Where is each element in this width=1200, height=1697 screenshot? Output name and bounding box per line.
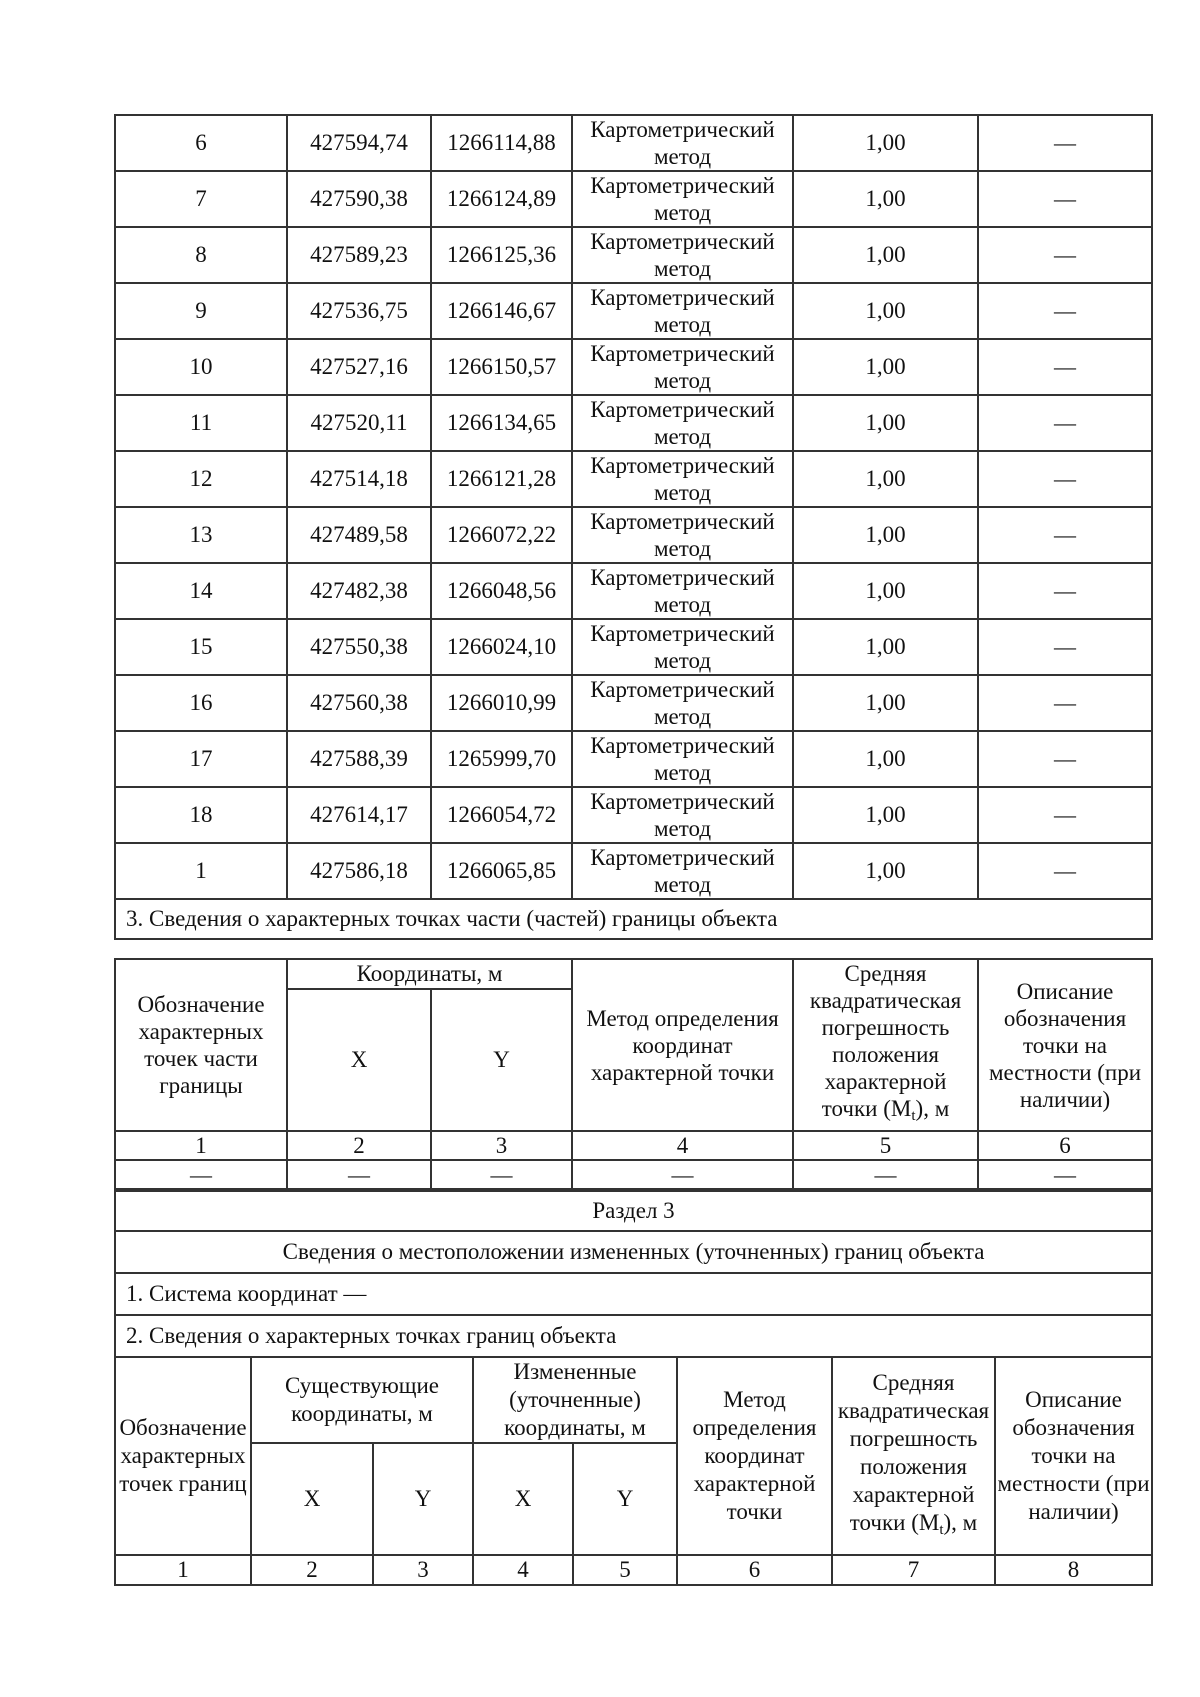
cell-description: — [978,171,1152,227]
cell-method: Картометрический метод [572,227,793,283]
cell-description: — [978,619,1152,675]
cell-method: Картометрический метод [572,843,793,899]
cell-method: Картометрический метод [572,787,793,843]
cell-method: Картометрический метод [572,731,793,787]
cell-mean-error: 1,00 [793,451,978,507]
cell-point-number: 16 [115,675,287,731]
cell-point-number: 12 [115,451,287,507]
table-row [115,115,1152,171]
cell-description: — [978,731,1152,787]
header-method: Метод определения координат характерной точки [677,1357,832,1555]
cell-coord-y: 1265999,70 [431,731,572,787]
header-mean-error [793,959,978,1131]
column-number: 1 [115,1131,287,1160]
column-number: 8 [995,1555,1152,1585]
header-method: Метод определения координат характерной точки [572,959,793,1131]
section3-table [114,1190,1153,1586]
cell-method: Картометрический метод [572,507,793,563]
table-row [115,731,1152,787]
cell-mean-error: 1,00 [793,675,978,731]
empty-cell: — [115,1160,287,1189]
cell-coord-y: 1266048,56 [431,563,572,619]
table-row [115,283,1152,339]
header-changed-coordinates: Измененные (уточненные) координаты, м [473,1357,677,1443]
cell-mean-error: 1,00 [793,339,978,395]
cell-description: — [978,283,1152,339]
table-row [115,451,1152,507]
cell-coord-y: 1266124,89 [431,171,572,227]
column-number: 5 [793,1131,978,1160]
cell-coord-x: 427589,23 [287,227,431,283]
section3-title: Раздел 3 [115,1191,1152,1231]
table-row [115,339,1152,395]
table-row [115,675,1152,731]
column-number: 6 [677,1555,832,1585]
cell-description: — [978,563,1152,619]
cell-mean-error: 1,00 [793,731,978,787]
empty-cell: — [287,1160,431,1189]
header-coordinates: Координаты, м [287,959,572,989]
table-row [115,227,1152,283]
cell-coord-y: 1266065,85 [431,843,572,899]
cell-method: Картометрический метод [572,283,793,339]
header-description: Описание обозначения точки на местности (при наличии) [995,1357,1152,1555]
cell-description: — [978,115,1152,171]
header-existing-x: X [251,1443,373,1555]
cell-point-number: 1 [115,843,287,899]
cell-method: Картометрический метод [572,395,793,451]
cell-coord-y: 1266072,22 [431,507,572,563]
cell-coord-y: 1266121,28 [431,451,572,507]
part-boundary-points-table [114,958,1153,1190]
cell-mean-error: 1,00 [793,171,978,227]
cell-mean-error: 1,00 [793,395,978,451]
cell-coord-y: 1266134,65 [431,395,572,451]
cell-coord-x: 427520,11 [287,395,431,451]
cell-coord-x: 427514,18 [287,451,431,507]
cell-coord-y: 1266054,72 [431,787,572,843]
header-changed-x: X [473,1443,573,1555]
header-mean-error-unit: ), м [915,1096,950,1121]
header-designation: Обозначение характерных точек границ [115,1357,251,1555]
header-designation: Обозначение характерных точек части границы [115,959,287,1131]
table-row [115,563,1152,619]
cell-description: — [978,675,1152,731]
table-row [115,787,1152,843]
cell-description: — [978,227,1152,283]
header-mean-error-subscript: t [939,1521,944,1538]
cell-mean-error: 1,00 [793,283,978,339]
cell-point-number: 14 [115,563,287,619]
column-number: 2 [287,1131,431,1160]
empty-cell: — [572,1160,793,1189]
cell-method: Картометрический метод [572,115,793,171]
column-number: 1 [115,1555,251,1585]
cell-point-number: 13 [115,507,287,563]
column-number: 6 [978,1131,1152,1160]
cell-description: — [978,843,1152,899]
cell-point-number: 10 [115,339,287,395]
header-description: Описание обозначения точки на местности (при наличии) [978,959,1152,1131]
cell-description: — [978,451,1152,507]
table-row [115,507,1152,563]
cell-mean-error: 1,00 [793,563,978,619]
cell-coord-y: 1266146,67 [431,283,572,339]
points-coordinates-table [114,114,1153,940]
cell-point-number: 6 [115,115,287,171]
cell-coord-x: 427614,17 [287,787,431,843]
cell-coord-x: 427588,39 [287,731,431,787]
header-mean-error [832,1357,995,1555]
cell-method: Картометрический метод [572,451,793,507]
cell-coord-x: 427590,38 [287,171,431,227]
cell-coord-x: 427536,75 [287,283,431,339]
cell-point-number: 18 [115,787,287,843]
cell-description: — [978,507,1152,563]
table-row [115,619,1152,675]
cell-coord-x: 427482,38 [287,563,431,619]
header-existing-coordinates: Существующие координаты, м [251,1357,473,1443]
column-number: 7 [832,1555,995,1585]
header-x: X [287,989,431,1131]
column-number: 4 [572,1131,793,1160]
cell-point-number: 9 [115,283,287,339]
cell-coord-y: 1266150,57 [431,339,572,395]
column-number: 5 [573,1555,677,1585]
cell-point-number: 11 [115,395,287,451]
column-number: 3 [431,1131,572,1160]
header-changed-y: Y [573,1443,677,1555]
cell-description: — [978,395,1152,451]
section3-subtitle: Сведения о местоположении измененных (уточненных) границ объекта [115,1231,1152,1273]
cell-coord-x: 427594,74 [287,115,431,171]
header-mean-error-unit: ), м [943,1509,978,1535]
table-row [115,171,1152,227]
boundary-points-heading: 2. Сведения о характерных точках границ объекта [115,1315,1152,1357]
cell-mean-error: 1,00 [793,787,978,843]
cell-method: Картометрический метод [572,171,793,227]
cell-point-number: 7 [115,171,287,227]
cell-coord-x: 427489,58 [287,507,431,563]
column-number: 2 [251,1555,373,1585]
cell-coord-y: 1266114,88 [431,115,572,171]
cell-point-number: 8 [115,227,287,283]
section-heading-part-points: 3. Сведения о характерных точках части (частей) границы объекта [115,899,1152,939]
cell-mean-error: 1,00 [793,227,978,283]
cell-method: Картометрический метод [572,675,793,731]
header-existing-y: Y [373,1443,473,1555]
empty-cell: — [978,1160,1152,1189]
cell-coord-y: 1266010,99 [431,675,572,731]
cell-mean-error: 1,00 [793,619,978,675]
cell-mean-error: 1,00 [793,115,978,171]
cell-method: Картометрический метод [572,563,793,619]
cell-coord-y: 1266125,36 [431,227,572,283]
header-mean-error-subscript: t [911,1108,916,1124]
cell-coord-x: 427586,18 [287,843,431,899]
cell-description: — [978,339,1152,395]
column-number: 4 [473,1555,573,1585]
coordinate-system-line: 1. Система координат — [115,1273,1152,1315]
header-mean-error-text: Средняя квадратическая погрешность положения характерной точки (M [809,961,962,1121]
empty-cell: — [793,1160,978,1189]
header-mean-error-text: Средняя квадратическая погрешность положения характерной точки (M [837,1369,990,1535]
cell-coord-x: 427550,38 [287,619,431,675]
cell-description: — [978,787,1152,843]
cell-method: Картометрический метод [572,619,793,675]
cell-point-number: 17 [115,731,287,787]
table-row [115,395,1152,451]
cell-coord-x: 427560,38 [287,675,431,731]
cell-method: Картометрический метод [572,339,793,395]
empty-cell: — [431,1160,572,1189]
cell-coord-y: 1266024,10 [431,619,572,675]
cell-coord-x: 427527,16 [287,339,431,395]
table-row [115,843,1152,899]
cell-mean-error: 1,00 [793,843,978,899]
header-y: Y [431,989,572,1131]
cell-mean-error: 1,00 [793,507,978,563]
column-number: 3 [373,1555,473,1585]
cell-point-number: 15 [115,619,287,675]
